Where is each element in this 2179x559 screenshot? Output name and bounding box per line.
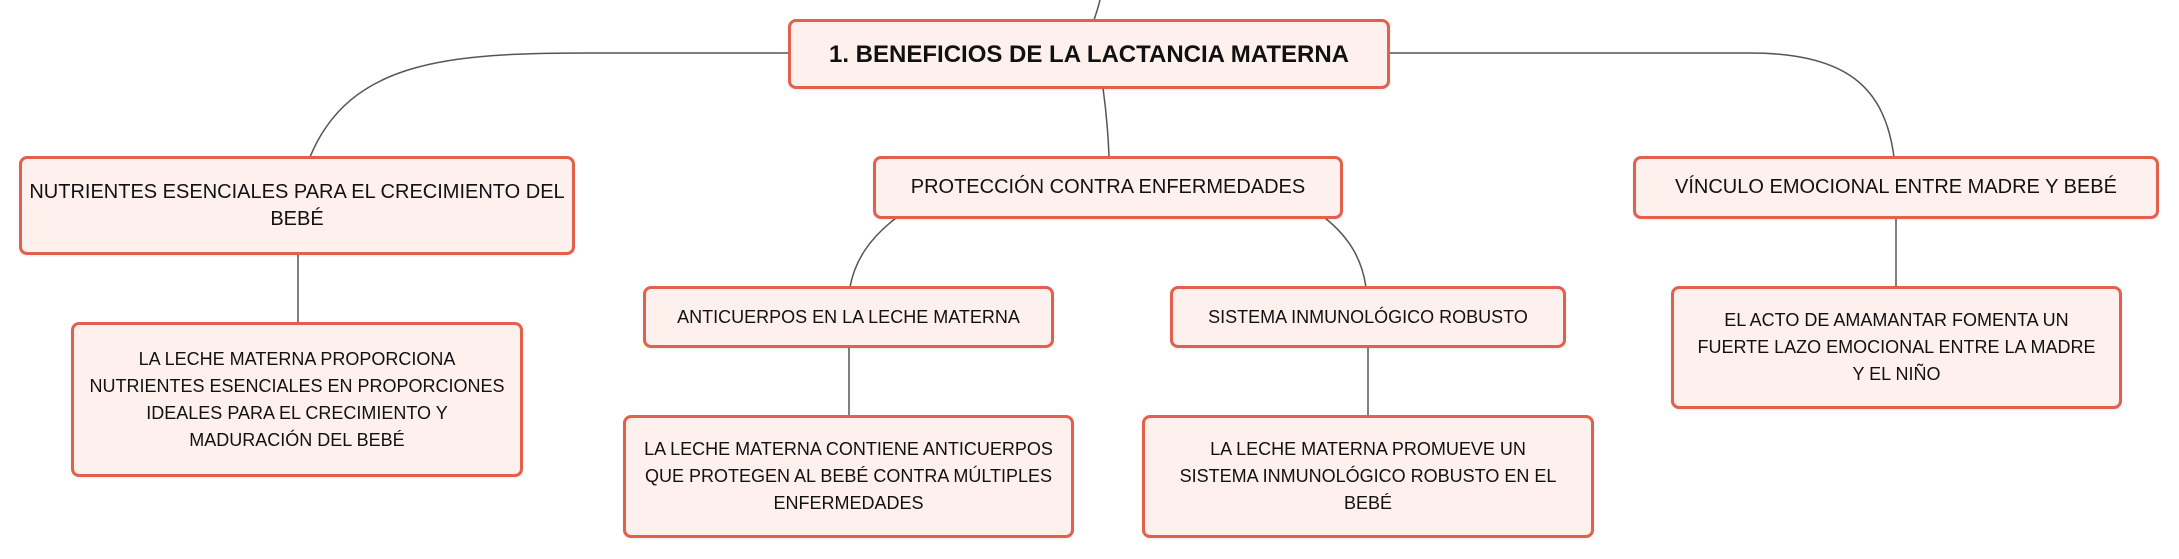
- node-proteccion[interactable]: [873, 156, 1343, 219]
- node-anticuerpos-label: ANTICUERPOS EN LA LECHE MATERNA: [677, 306, 1020, 327]
- node-sistema[interactable]: [1170, 286, 1566, 348]
- node-sistema-detail[interactable]: [1142, 415, 1594, 538]
- node-vinculo-detail-label: EL ACTO DE AMAMANTAR FOMENTA UN FUERTE LAZO EMOCIONAL ENTRE LA MADRE Y EL NIÑO: [1697, 310, 2096, 384]
- root-node-label: 1. BENEFICIOS DE LA LACTANCIA MATERNA: [829, 40, 1349, 68]
- node-vinculo-label: VÍNCULO EMOCIONAL ENTRE MADRE Y BEBÉ: [1675, 176, 2117, 198]
- node-anticuerpos-detail[interactable]: [623, 415, 1074, 538]
- link-proteccion-to-sistema: [1325, 218, 1366, 287]
- node-anticuerpos[interactable]: [643, 286, 1054, 348]
- node-nutrientes-label: NUTRIENTES ESENCIALES PARA EL CRECIMIENTO DEL BEBÉ: [29, 180, 565, 230]
- node-nutrientes-detail[interactable]: [71, 322, 523, 477]
- link-parent-to-root: [1094, 0, 1100, 20]
- link-root-to-vinculo: [1390, 53, 1894, 157]
- node-proteccion-label: PROTECCIÓN CONTRA ENFERMEDADES: [910, 176, 1306, 198]
- node-anticuerpos-detail-label: LA LECHE MATERNA CONTIENE ANTICUERPOS QUE PROTEGEN AL BEBÉ CONTRA MÚLTIPLES ENFERMEDADES: [644, 439, 1053, 513]
- node-sistema-label: SISTEMA INMUNOLÓGICO ROBUSTO: [1208, 306, 1528, 327]
- link-root-to-proteccion: [1103, 88, 1109, 156]
- node-sistema-detail-label: LA LECHE MATERNA PROMUEVE UN SISTEMA INMUNOLÓGICO ROBUSTO EN EL BEBÉ: [1179, 439, 1557, 513]
- node-vinculo-detail[interactable]: [1671, 286, 2122, 409]
- link-root-to-nutrientes: [310, 53, 790, 157]
- root-node[interactable]: [788, 19, 1390, 89]
- node-vinculo[interactable]: [1633, 156, 2159, 219]
- node-nutrientes[interactable]: [19, 156, 575, 255]
- link-proteccion-to-anticuerpos: [850, 218, 896, 287]
- node-nutrientes-detail-label: LA LECHE MATERNA PROPORCIONA NUTRIENTES ESENCIALES EN PROPORCIONES IDEALES PARA EL CRECIMIENTO Y MADURACIÓN DEL BEBÉ: [89, 348, 505, 450]
